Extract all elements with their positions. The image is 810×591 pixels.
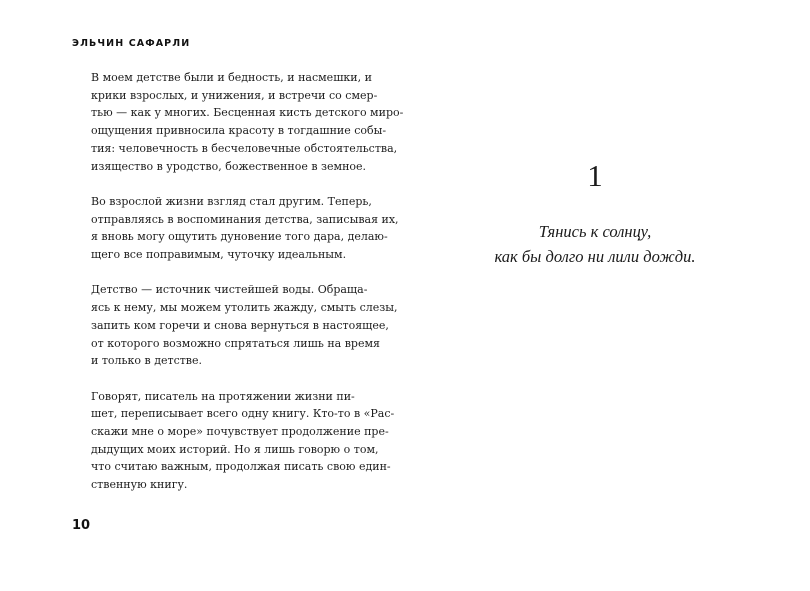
text-line: тия: человечность в бесчеловечные обстоятельства, <box>91 141 398 155</box>
text-line: скажи мне о море» почувствует продолжение пре- <box>91 425 389 439</box>
running-head-author: ЭЛЬЧИН САФАРЛИ <box>72 38 191 49</box>
epigraph-line: Тянись к солнцу, <box>538 222 652 241</box>
text-line: шет, переписывает всего одну книгу. Кто-то в «Рас- <box>91 407 395 421</box>
text-line: Во взрослой жизни взгляд стал другим. Теперь, <box>91 194 372 208</box>
text-line: я вновь могу ощутить дуновение того дара, делаю- <box>91 230 388 244</box>
text-line: ясь к нему, мы можем утолить жажду, смыть слезы, <box>91 301 398 315</box>
body-text <box>72 69 404 494</box>
text-line: ственную книгу. <box>91 478 188 492</box>
text-line: дыдущих моих историй. Но я лишь говорю о том, <box>91 442 379 456</box>
text-line: Говорят, писатель на протяжении жизни пи- <box>91 389 355 403</box>
page-number: 10 <box>72 518 91 533</box>
epigraph <box>405 219 785 269</box>
epigraph-line: как бы долго ни лили дожди. <box>494 247 696 266</box>
text-line: В моем детстве были и бедность, и насмешки, и <box>91 71 372 84</box>
text-line: от которого возможно спрятаться лишь на время <box>91 336 380 350</box>
text-line: что считаю важным, продолжая писать свою един- <box>91 460 391 474</box>
text-line: и только в детстве. <box>91 354 203 368</box>
text-line: тью — как у многих. Бесценная кисть детского миро- <box>91 106 404 120</box>
paragraph-1 <box>72 69 404 175</box>
text-line: ощущения привносила красоту в тогдашние собы- <box>91 124 387 138</box>
paragraph-3 <box>72 281 398 370</box>
right-page <box>405 0 810 591</box>
text-line: отправляясь в воспоминания детства, записывая их, <box>91 212 399 226</box>
text-line: щего все поправимым, чуточку идеальным. <box>91 248 347 262</box>
paragraph-2 <box>72 193 399 264</box>
chapter-number: 1 <box>587 158 603 193</box>
text-line: запить ком горечи и снова вернуться в настоящее, <box>91 318 389 332</box>
text-line: изящество в уродство, божественное в земное. <box>91 159 367 173</box>
text-line: крики взрослых, и унижения, и встречи со смер- <box>91 88 378 102</box>
text-line: Детство — источник чистейшей воды. Обраща- <box>91 283 368 297</box>
paragraph-4 <box>72 388 395 494</box>
